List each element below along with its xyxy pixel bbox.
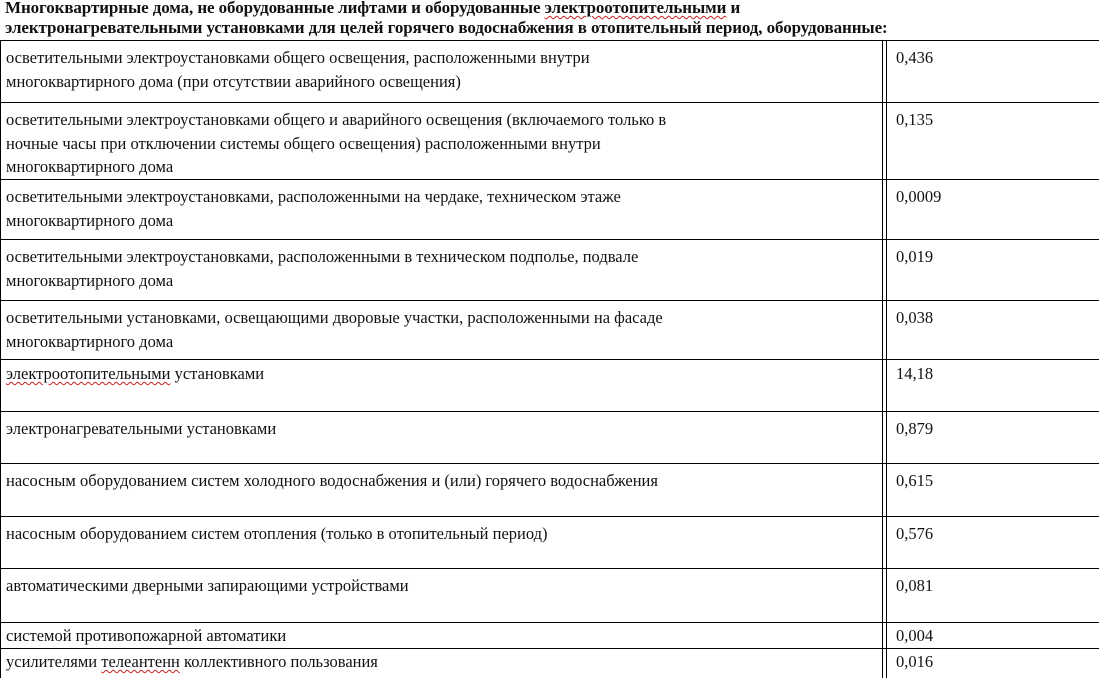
row-value: 0,615 (896, 471, 934, 490)
row-description-text: коллективного пользования (179, 652, 378, 671)
table-row (0, 179, 1099, 239)
row-value: 0,0009 (896, 187, 942, 206)
table-row (0, 411, 1099, 463)
table-row (0, 648, 1099, 678)
table-row (0, 300, 1099, 359)
row-value: 0,879 (896, 419, 934, 438)
row-value: 0,019 (896, 247, 934, 266)
row-description-text: усилителями (6, 652, 102, 671)
row-description: осветительными электроустановками, расположенными на чердаке, техническом этаже многоквартирного дома (6, 187, 621, 230)
heading-text: и (726, 0, 741, 17)
consumption-table (0, 40, 1099, 678)
row-value: 0,038 (896, 308, 934, 327)
row-value: 14,18 (896, 364, 934, 383)
table-row (0, 102, 1099, 179)
row-description (6, 362, 866, 386)
row-value: 0,081 (896, 576, 934, 595)
row-description-text: установками (170, 364, 265, 383)
table-row (0, 568, 1099, 622)
spellcheck-marked-word: телеантенн (101, 652, 180, 671)
heading-line-2: электронагревательными установками для целей горячего водоснабжения в отопительный период, оборудованные: (5, 18, 888, 37)
table-row (0, 622, 1099, 648)
row-value: 0,436 (896, 48, 934, 67)
row-value: 0,576 (896, 524, 934, 543)
row-description: осветительными электроустановками общего и аварийного освещения (включаемого только в ночные часы при отключении системы общего освещения) расположенными внутри многоквартирного дома (6, 110, 667, 176)
table-row (0, 239, 1099, 300)
row-value: 0,016 (896, 652, 934, 671)
row-value: 0,004 (896, 626, 934, 645)
row-description: электронагревательными установками (6, 419, 277, 438)
row-description: осветительными установками, освещающими дворовые участки, расположенными на фасаде многоквартирного дома (6, 308, 663, 351)
heading-line-1 (5, 0, 1099, 18)
row-description: насосным оборудованием систем холодного водоснабжения и (или) горячего водоснабжения (6, 471, 658, 490)
heading-text: Многоквартирные дома, не оборудованные лифтами и оборудованные (5, 0, 545, 17)
spellcheck-marked-word: электроотопительными (544, 0, 727, 17)
row-description: системой противопожарной автоматики (6, 626, 287, 645)
row-description: насосным оборудованием систем отопления (только в отопительный период) (6, 524, 548, 543)
row-description: осветительными электроустановками, расположенными в техническом подполье, подвале многоквартирного дома (6, 247, 639, 290)
table-row (0, 40, 1099, 102)
spellcheck-marked-word: электроотопительными (6, 364, 171, 383)
table-row (0, 463, 1099, 516)
table-row (0, 359, 1099, 411)
row-description: осветительными электроустановками общего освещения, расположенными внутри многоквартирного дома (при отсутствии аварийного освещения) (6, 48, 590, 91)
row-description: автоматическими дверными запирающими устройствами (6, 576, 409, 595)
row-description (6, 650, 866, 674)
row-value: 0,135 (896, 110, 934, 129)
section-heading (5, 0, 1099, 38)
table-row (0, 516, 1099, 568)
